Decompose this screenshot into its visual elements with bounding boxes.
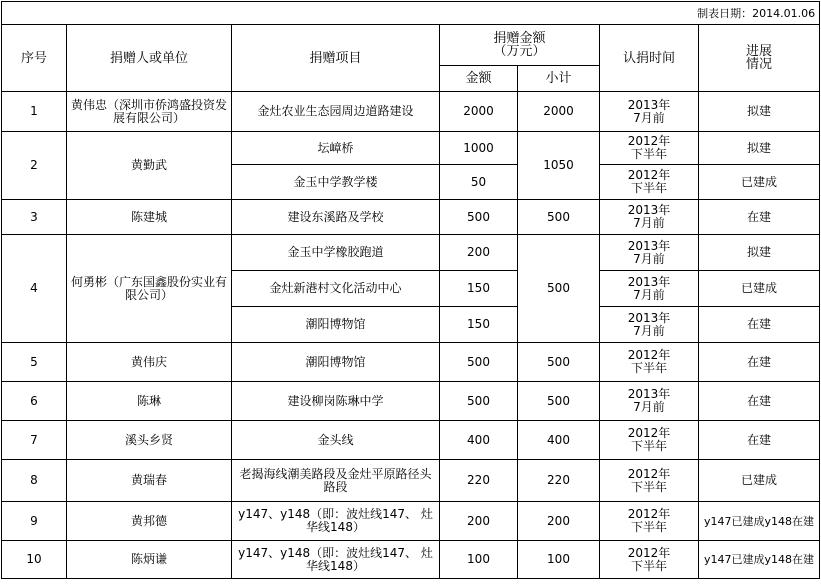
- row-seq: 3: [2, 200, 67, 235]
- row-status: 在建: [699, 200, 820, 235]
- row-seq: 4: [2, 235, 67, 343]
- row-donor: 黄勤武: [67, 132, 232, 200]
- row-seq: 7: [2, 421, 67, 460]
- header-pledge-time: 认捐时间: [600, 25, 699, 92]
- row-donor: 黄邦德: [67, 502, 232, 541]
- row-project: 建设东溪路及学校: [232, 200, 440, 235]
- row-subtotal: 500: [518, 200, 600, 235]
- row-subtotal: 2000: [518, 92, 600, 132]
- row-subtotal: 400: [518, 421, 600, 460]
- row-time: 2012年 下半年: [600, 541, 699, 579]
- row-project: 金灶农业生态园周边道路建设: [232, 92, 440, 132]
- row-subtotal: 500: [518, 343, 600, 382]
- row-amount: 150: [440, 271, 518, 307]
- row-project: y147、y148（即：波灶线147、 灶华线148）: [232, 502, 440, 541]
- table-row: [2, 541, 820, 579]
- row-project: 金头线: [232, 421, 440, 460]
- row-status: 拟建: [699, 235, 820, 271]
- row-project: 金灶新港村文化活动中心: [232, 271, 440, 307]
- table-row: [2, 200, 820, 235]
- row-amount: 500: [440, 343, 518, 382]
- row-time: 2012年 下半年: [600, 502, 699, 541]
- table-date: 制表日期：2014.01.06: [2, 2, 820, 25]
- header-amount-group: 捐赠金额 （万元）: [440, 25, 600, 66]
- row-donor: 溪头乡贤: [67, 421, 232, 460]
- row-status: 拟建: [699, 92, 820, 132]
- row-amount: 200: [440, 235, 518, 271]
- row-amount: 2000: [440, 92, 518, 132]
- row-donor: 黄瑞春: [67, 460, 232, 502]
- row-time: 2012年 下半年: [600, 421, 699, 460]
- row-status: 已建成: [699, 460, 820, 502]
- row-subtotal: 100: [518, 541, 600, 579]
- row-project: 潮阳博物馆: [232, 307, 440, 343]
- row-time: 2013年 7月前: [600, 382, 699, 421]
- table-row: [2, 235, 820, 271]
- row-time: 2012年 下半年: [600, 132, 699, 165]
- header-seq: 序号: [2, 25, 67, 92]
- header-amount: 金额: [440, 66, 518, 92]
- row-time: 2013年 7月前: [600, 271, 699, 307]
- row-status: 在建: [699, 307, 820, 343]
- row-project: 建设柳岗陈琳中学: [232, 382, 440, 421]
- row-subtotal: 500: [518, 382, 600, 421]
- header-subtotal: 小计: [518, 66, 600, 92]
- row-time: 2013年 7月前: [600, 200, 699, 235]
- row-amount: 200: [440, 502, 518, 541]
- row-amount: 100: [440, 541, 518, 579]
- row-seq: 9: [2, 502, 67, 541]
- table-row: [2, 92, 820, 132]
- row-donor: 黄伟庆: [67, 343, 232, 382]
- row-donor: 陈建城: [67, 200, 232, 235]
- row-status: y147已建成y148在建: [699, 541, 820, 579]
- row-amount: 50: [440, 165, 518, 200]
- header-row: [2, 25, 820, 66]
- table-row: [2, 382, 820, 421]
- row-status: 在建: [699, 382, 820, 421]
- row-project: 坛嶂桥: [232, 132, 440, 165]
- row-amount: 500: [440, 382, 518, 421]
- row-amount: 150: [440, 307, 518, 343]
- row-seq: 2: [2, 132, 67, 200]
- header-progress: 进展 情况: [699, 25, 820, 92]
- row-status: 在建: [699, 343, 820, 382]
- table-row: [2, 132, 820, 165]
- table-row: [2, 343, 820, 382]
- header-donor: 捐赠人或单位: [67, 25, 232, 92]
- row-project: y147、y148（即：波灶线147、 灶华线148）: [232, 541, 440, 579]
- row-project: 潮阳博物馆: [232, 343, 440, 382]
- table-row: [2, 421, 820, 460]
- row-seq: 8: [2, 460, 67, 502]
- row-seq: 5: [2, 343, 67, 382]
- row-time: 2012年 下半年: [600, 165, 699, 200]
- row-amount: 220: [440, 460, 518, 502]
- row-time: 2013年 7月前: [600, 307, 699, 343]
- row-amount: 1000: [440, 132, 518, 165]
- row-donor: 陈琳: [67, 382, 232, 421]
- row-project: 金玉中学教学楼: [232, 165, 440, 200]
- row-seq: 10: [2, 541, 67, 579]
- row-subtotal: 200: [518, 502, 600, 541]
- row-donor: 陈炳谦: [67, 541, 232, 579]
- row-status: 在建: [699, 421, 820, 460]
- row-donor: 黄伟忠（深圳市侨鸿盛投资发展有限公司）: [67, 92, 232, 132]
- row-time: 2013年 7月前: [600, 92, 699, 132]
- row-subtotal: 220: [518, 460, 600, 502]
- row-donor: 何勇彬（广东国鑫股份实业有限公司）: [67, 235, 232, 343]
- row-project: 老揭海线潮美路段及金灶平原路径头路段: [232, 460, 440, 502]
- row-status: 已建成: [699, 165, 820, 200]
- row-subtotal: 500: [518, 235, 600, 343]
- row-seq: 6: [2, 382, 67, 421]
- row-time: 2012年 下半年: [600, 343, 699, 382]
- row-project: 金玉中学橡胶跑道: [232, 235, 440, 271]
- row-status: 拟建: [699, 132, 820, 165]
- table-row: [2, 502, 820, 541]
- row-status: y147已建成y148在建: [699, 502, 820, 541]
- header-project: 捐赠项目: [232, 25, 440, 92]
- table-row: [2, 460, 820, 502]
- row-amount: 400: [440, 421, 518, 460]
- row-time: 2012年 下半年: [600, 460, 699, 502]
- date-row: [2, 2, 820, 25]
- donation-table: [1, 1, 820, 579]
- row-time: 2013年 7月前: [600, 235, 699, 271]
- row-status: 已建成: [699, 271, 820, 307]
- row-subtotal: 1050: [518, 132, 600, 200]
- row-amount: 500: [440, 200, 518, 235]
- row-seq: 1: [2, 92, 67, 132]
